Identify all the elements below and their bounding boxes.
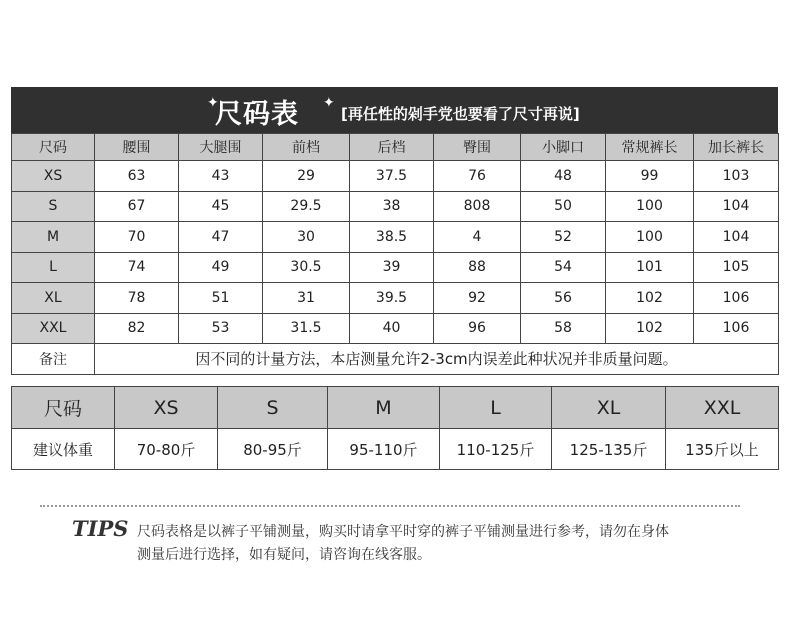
header-cell: XL bbox=[552, 387, 666, 429]
table-cell: 104 bbox=[694, 191, 779, 222]
size-measure-table bbox=[11, 133, 779, 375]
table-cell: 100 bbox=[606, 191, 694, 222]
header-cell: XS bbox=[115, 387, 218, 429]
table-cell: 102 bbox=[606, 283, 694, 314]
table-cell: 53 bbox=[179, 313, 263, 344]
table-cell: 101 bbox=[606, 252, 694, 283]
note-label: 备注 bbox=[12, 344, 95, 375]
size-label-cell: L bbox=[12, 252, 95, 283]
size-chart-title: 尺码表 bbox=[215, 99, 299, 130]
table-cell: 63 bbox=[95, 161, 179, 192]
table-cell: 100 bbox=[606, 222, 694, 253]
table-cell: 50 bbox=[521, 191, 606, 222]
header-cell: S bbox=[218, 387, 328, 429]
table-cell: 58 bbox=[521, 313, 606, 344]
size-label-cell: XL bbox=[12, 283, 95, 314]
size-chart-banner bbox=[11, 87, 778, 133]
tips-text-line-2: 测量后进行选择，如有疑问，请咨询在线客服。 bbox=[137, 547, 431, 563]
table-cell: 102 bbox=[606, 313, 694, 344]
table-cell: 96 bbox=[434, 313, 521, 344]
size-chart-subtitle: [再任性的剁手党也要看了尺寸再说] bbox=[341, 105, 580, 123]
header-cell: 尺码 bbox=[12, 134, 95, 161]
table-cell: 82 bbox=[95, 313, 179, 344]
table-cell: 135斤以上 bbox=[666, 429, 779, 470]
header-cell: 小脚口 bbox=[521, 134, 606, 161]
header-cell: 臀围 bbox=[434, 134, 521, 161]
table-cell: 29.5 bbox=[263, 191, 350, 222]
weight-header-row bbox=[12, 387, 779, 429]
table-cell: 106 bbox=[694, 283, 779, 314]
table-cell: 54 bbox=[521, 252, 606, 283]
header-cell: 常规裤长 bbox=[606, 134, 694, 161]
table-cell: 31 bbox=[263, 283, 350, 314]
note-row bbox=[12, 344, 779, 375]
table-cell: 106 bbox=[694, 313, 779, 344]
size-label-cell: M bbox=[12, 222, 95, 253]
table-cell: 39.5 bbox=[350, 283, 434, 314]
table-cell: 37.5 bbox=[350, 161, 434, 192]
table-cell: 31.5 bbox=[263, 313, 350, 344]
table-cell: 47 bbox=[179, 222, 263, 253]
header-cell: 尺码 bbox=[12, 387, 115, 429]
table-cell: 51 bbox=[179, 283, 263, 314]
table-cell: 80-95斤 bbox=[218, 429, 328, 470]
table-cell: 52 bbox=[521, 222, 606, 253]
size-chart bbox=[11, 87, 778, 375]
dotted-divider bbox=[40, 505, 740, 507]
table-cell: 78 bbox=[95, 283, 179, 314]
table-row bbox=[12, 252, 779, 283]
tips-heading: TIPS bbox=[72, 516, 129, 541]
size-label-cell: S bbox=[12, 191, 95, 222]
table-row bbox=[12, 283, 779, 314]
header-cell: 大腿围 bbox=[179, 134, 263, 161]
table-cell: 808 bbox=[434, 191, 521, 222]
table-cell: 43 bbox=[179, 161, 263, 192]
table-cell: 99 bbox=[606, 161, 694, 192]
weight-table bbox=[11, 386, 779, 470]
table-cell: 56 bbox=[521, 283, 606, 314]
size-label-cell: XXL bbox=[12, 313, 95, 344]
table-cell: 29 bbox=[263, 161, 350, 192]
weight-label-cell: 建议体重 bbox=[12, 429, 115, 470]
sparkle-left-icon: ✦ bbox=[207, 95, 219, 111]
weight-value-row bbox=[12, 429, 779, 470]
table-cell: 125-135斤 bbox=[552, 429, 666, 470]
table-cell: 95-110斤 bbox=[328, 429, 440, 470]
table-cell: 40 bbox=[350, 313, 434, 344]
header-cell: M bbox=[328, 387, 440, 429]
table-cell: 45 bbox=[179, 191, 263, 222]
table-cell: 4 bbox=[434, 222, 521, 253]
table-row bbox=[12, 161, 779, 192]
table-cell: 110-125斤 bbox=[440, 429, 552, 470]
table-cell: 67 bbox=[95, 191, 179, 222]
table-cell: 30 bbox=[263, 222, 350, 253]
table-cell: 88 bbox=[434, 252, 521, 283]
table-cell: 104 bbox=[694, 222, 779, 253]
header-cell: 前档 bbox=[263, 134, 350, 161]
table-cell: 92 bbox=[434, 283, 521, 314]
size-label-cell: XS bbox=[12, 161, 95, 192]
table-cell: 70-80斤 bbox=[115, 429, 218, 470]
table-cell: 30.5 bbox=[263, 252, 350, 283]
table-cell: 39 bbox=[350, 252, 434, 283]
table-cell: 49 bbox=[179, 252, 263, 283]
table-cell: 105 bbox=[694, 252, 779, 283]
table-row bbox=[12, 191, 779, 222]
header-cell: 腰围 bbox=[95, 134, 179, 161]
table-row bbox=[12, 222, 779, 253]
table-cell: 38 bbox=[350, 191, 434, 222]
header-cell: L bbox=[440, 387, 552, 429]
size-table-header-row bbox=[12, 134, 779, 161]
table-row bbox=[12, 313, 779, 344]
table-cell: 70 bbox=[95, 222, 179, 253]
table-cell: 76 bbox=[434, 161, 521, 192]
sparkle-right-icon: ✦ bbox=[323, 95, 335, 111]
note-text: 因不同的计量方法，本店测量允许2-3cm内误差此种状况并非质量问题。 bbox=[95, 344, 779, 375]
table-cell: 103 bbox=[694, 161, 779, 192]
table-cell: 48 bbox=[521, 161, 606, 192]
table-cell: 74 bbox=[95, 252, 179, 283]
table-cell: 38.5 bbox=[350, 222, 434, 253]
tips-text-line-1: 尺码表格是以裤子平铺测量，购买时请拿平时穿的裤子平铺测量进行参考，请勿在身体 bbox=[137, 524, 669, 540]
header-cell: XXL bbox=[666, 387, 779, 429]
header-cell: 后档 bbox=[350, 134, 434, 161]
header-cell: 加长裤长 bbox=[694, 134, 779, 161]
